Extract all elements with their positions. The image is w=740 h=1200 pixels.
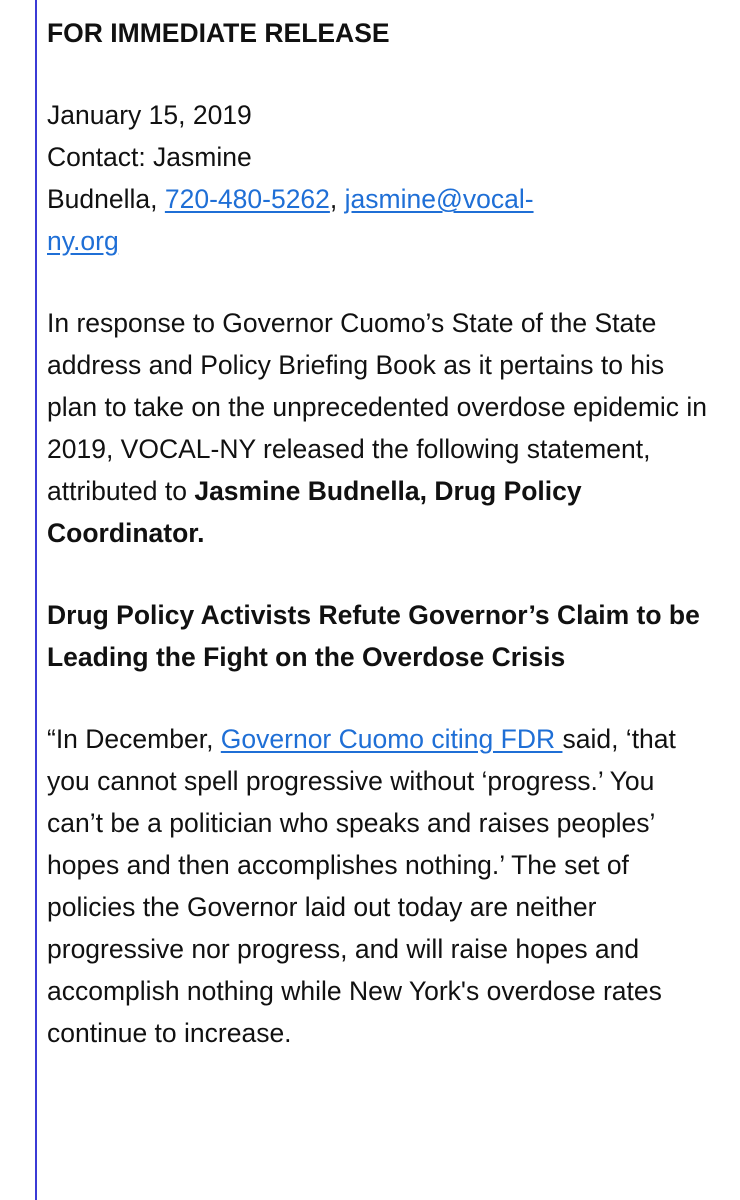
intro-attribution: Jasmine Budnella, Drug Policy Coordinator. [47, 476, 582, 548]
release-date: January 15, 2019 [47, 100, 252, 130]
release-label-paragraph [47, 12, 717, 54]
phone-link[interactable]: 720-480-5262 [164, 184, 330, 214]
blockquote-bar [35, 0, 37, 1200]
quote-before-link: “In December, [47, 724, 221, 754]
quote-paragraph [47, 718, 717, 1054]
release-label: FOR IMMEDIATE RELEASE [47, 18, 390, 48]
email-link-part1: jasmine@vocal- [344, 184, 534, 214]
contact-separator: , [329, 184, 345, 214]
press-release [47, 12, 717, 1094]
headline: Drug Policy Activists Refute Governor’s Claim to be Leading the Fight on the Overdose Crisis [47, 600, 700, 672]
headline-paragraph [47, 594, 717, 678]
email-link-part2: ny.org [47, 226, 119, 256]
intro-text: In response to Governor Cuomo’s State of the State address and Policy Briefing Book as it pertains to his plan to take on the unprecedented overdose epidemic in 2019, VOCAL-NY released the following statement, attributed to [47, 308, 708, 506]
contact-name-rest: Budnella, [47, 184, 165, 214]
fdr-citation-link[interactable]: Governor Cuomo citing FDR [220, 724, 563, 754]
contact-prefix: Contact: Jasmine [47, 142, 252, 172]
intro-paragraph [47, 302, 717, 554]
quote-after-link: said, ‘that you cannot spell progressive without ‘progress.’ You can’t be a politician who speaks and raises peoples’ hopes and then accomplishes nothing.’ The set of policies the Governor laid out today are neither progressive nor progress, and will raise hopes and accomplish nothing while New York's overdose rates continue to increase. [47, 724, 676, 1048]
date-contact-paragraph [47, 94, 717, 262]
